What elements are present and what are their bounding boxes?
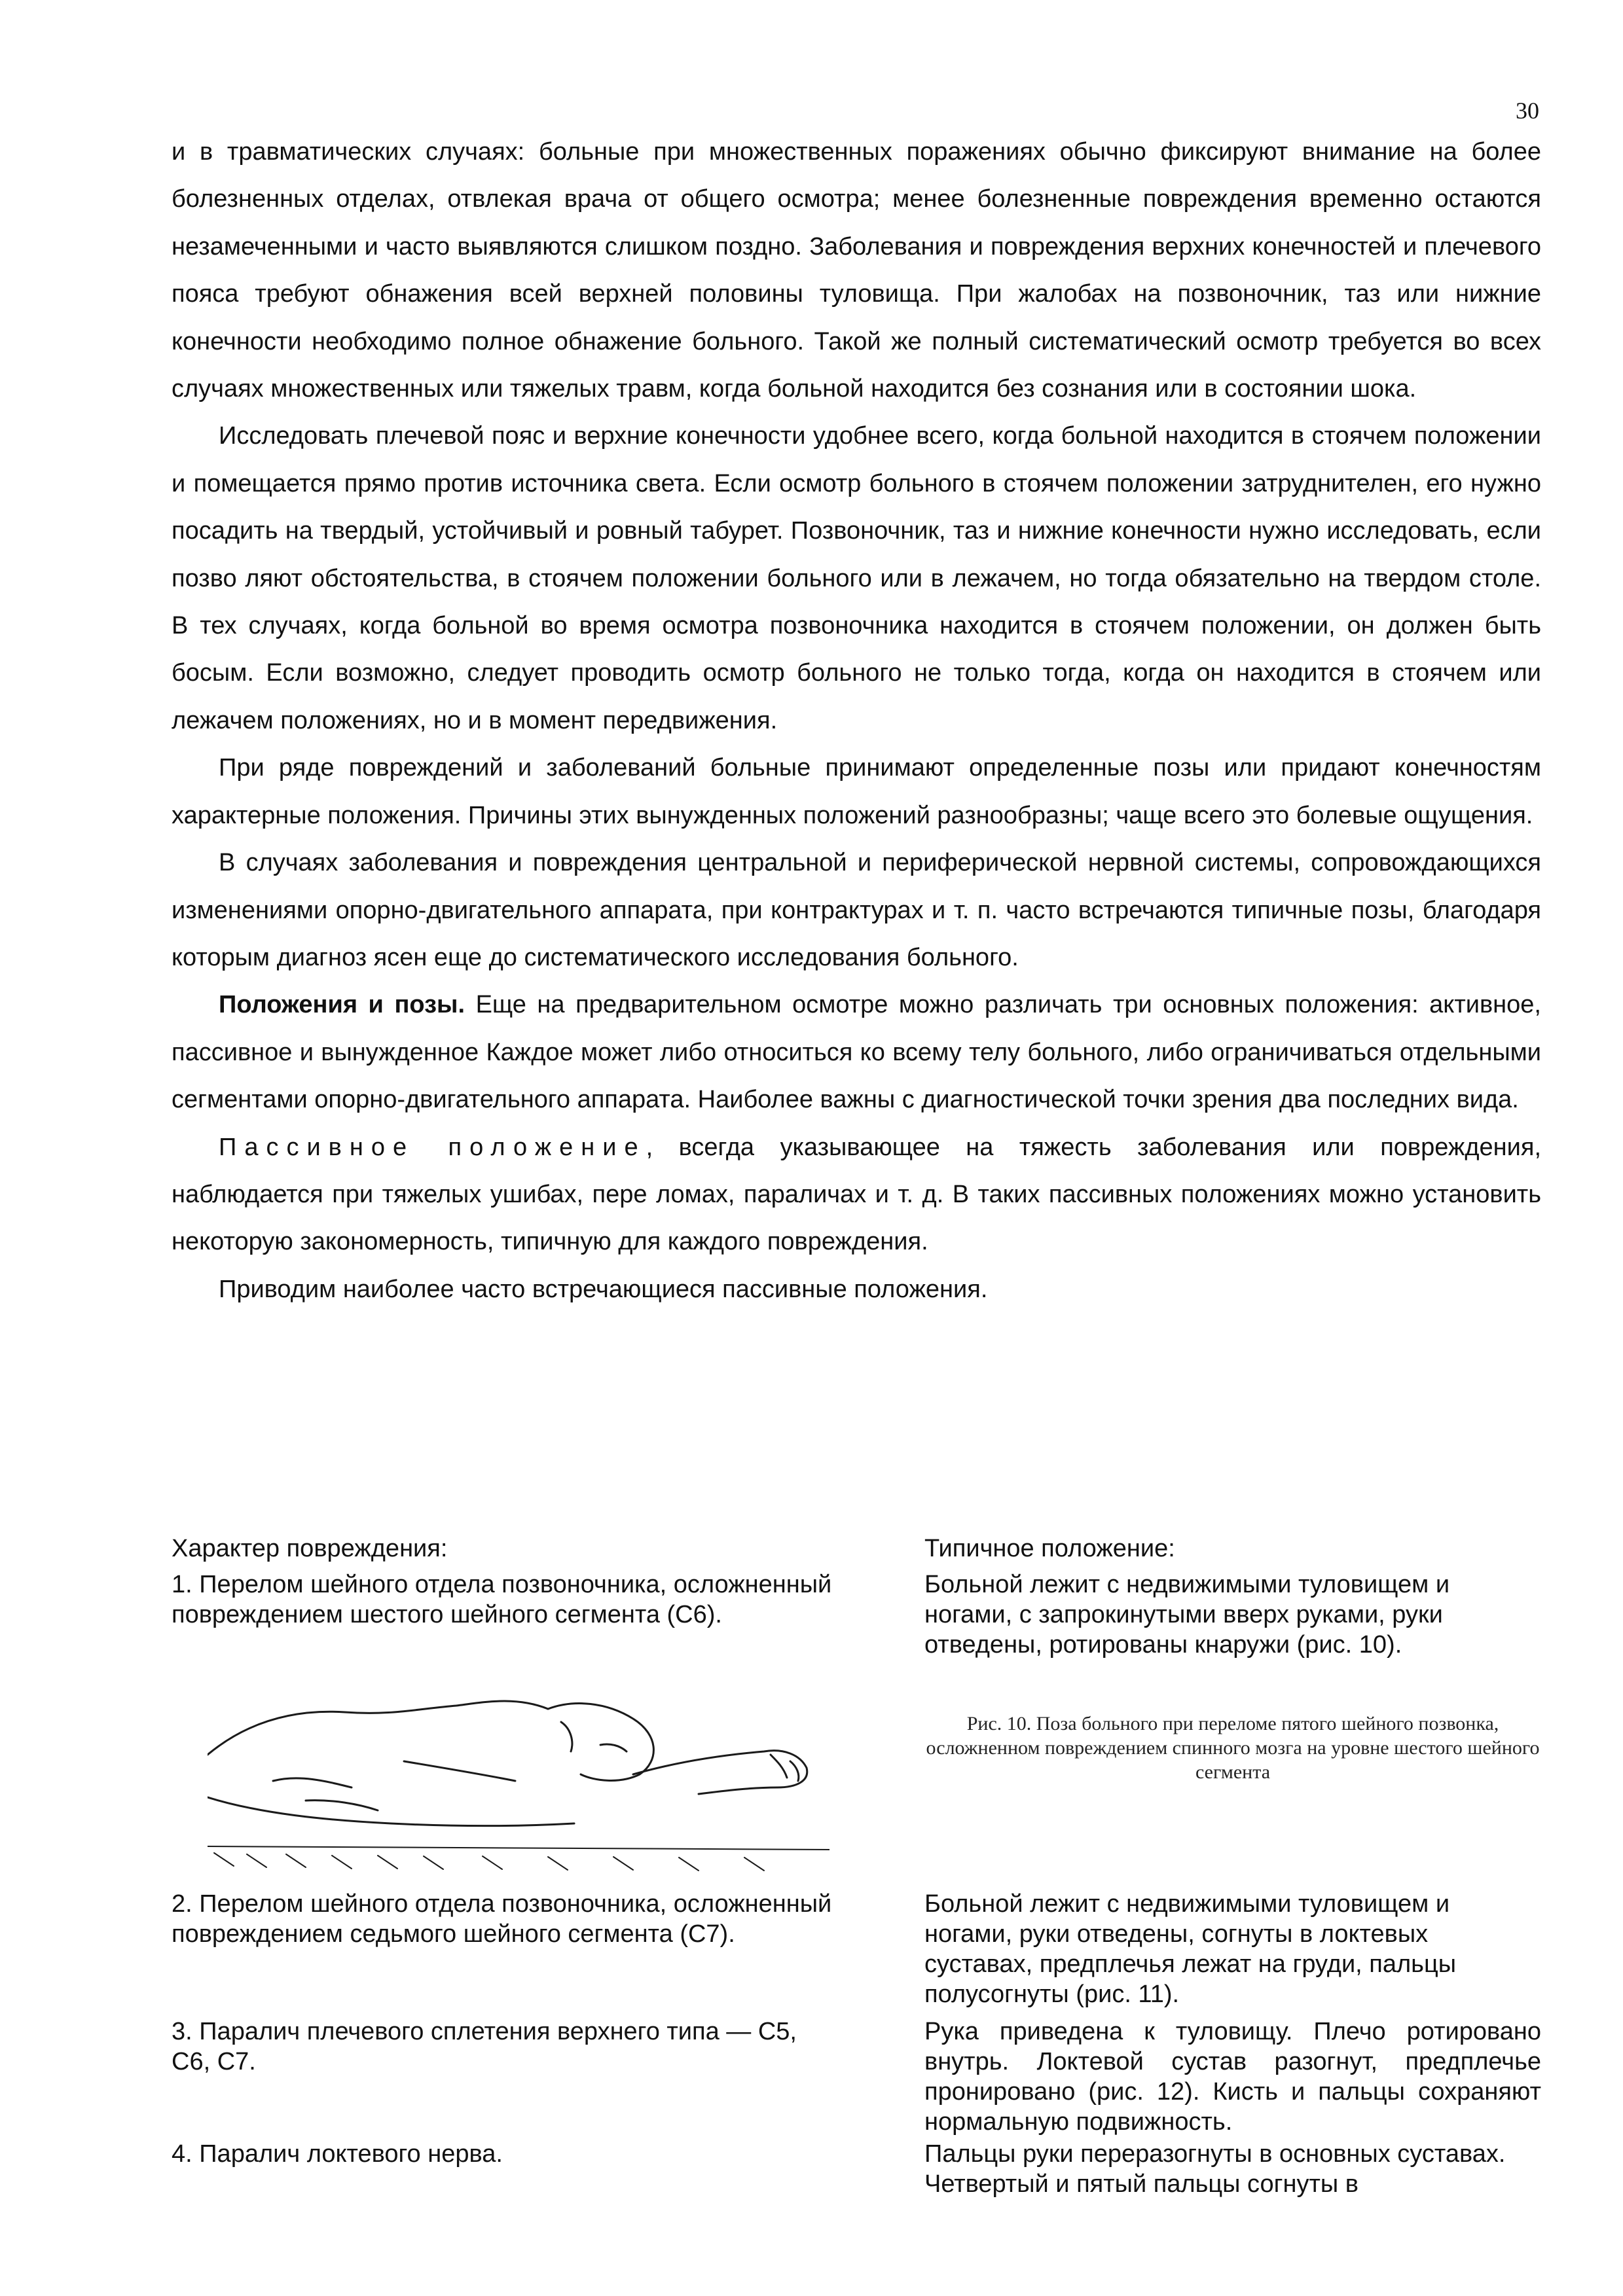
passive-text: , всегда указывающее на тяжесть заболевания или повреждения, наблюдается при тяжелых ушибах, пере ломах, параличах и т. д. В таких пассивных положениях можно установить некоторую закономерность, типичную для каждого повреждения. xyxy=(172,1133,1541,1256)
paragraph-positions xyxy=(172,981,1541,1123)
intro-line: Приводим наиболее часто встречающиеся пассивные положения. xyxy=(219,1275,988,1303)
row-3-position: Рука приведена к туловищу. Плечо ротировано внутрь. Локтевой сустав разогнут, предплечье пронировано (рис. 12). Кисть и пальцы сохраняют нормальную подвижность. xyxy=(924,2018,1541,2136)
page-number: 30 xyxy=(1516,98,1539,124)
positions-heading: Положения и позы. xyxy=(219,991,465,1019)
row-4-injury: 4. Паралич локтевого нерва. xyxy=(172,2140,503,2168)
passive-term: Пассивное положение xyxy=(219,1133,646,1161)
table-header-right: Типичное положение: xyxy=(924,1535,1175,1562)
table-header-left: Характер повреждения: xyxy=(172,1535,448,1562)
row-4-position: Пальцы руки переразогнуты в основных суставах. Четвертый и пятый пальцы согнуты в xyxy=(924,2140,1506,2198)
row-2-position: Больной лежит с недвижимыми туловищем и ногами, руки отведены, согнуты в локтевых суставах, предплечья лежат на груди, пальцы полусогнуты (рис. 11). xyxy=(924,1890,1457,2008)
row-1-injury: 1. Перелом шейного отдела позвоночника, осложненный повреждением шестого шейного сегмента (С6). xyxy=(172,1571,832,1628)
row-2-injury: 2. Перелом шейного отдела позвоночника, осложненный повреждением седьмого шейного сегмента (С7). xyxy=(172,1890,832,1948)
figure-10-caption: Рис. 10. Поза больного при переломе пятого шейного позвонка, осложненном повреждением спинного мозга на уровне шестого шейного сегмента xyxy=(926,1713,1540,1783)
figure-10-patient-illustration xyxy=(208,1683,830,1886)
positions-text: Еще на предварительном осмотре можно различать три основных положения: активное, пассивное и вынужденное Каждое может либо относиться ко всему телу больного, либо ограничиваться отдельными сегментами опорно-двигательного аппарата. Наиболее важны с диагностической точки зрения два последних вида. xyxy=(172,991,1541,1114)
row-1-position: Больной лежит с недвижимыми туловищем и ногами, с запрокинутыми вверх руками, руки отведены, ротированы кнаружи (рис. 10). xyxy=(924,1571,1450,1659)
paragraph-1: и в травматических случаях: больные при множественных поражениях обычно фиксируют внимание на более болезненных отделах, отвлекая врача от общего осмотра; менее болезненные повреждения временно остаются незамеченными и часто выявляются слишком поздно. Заболевания и повреждения верхних конечностей и плечевого пояса требуют обнажения всей верхней половины туловища. При жалобах на позвоночник, таз или нижние конечности необходимо полное обнажение больного. Такой же полный систематический осмотр требуется во всех случаях множественных или тяжелых травм, когда больной находится без сознания или в состоянии шока. xyxy=(172,138,1541,403)
row-3-injury: 3. Паралич плечевого сплетения верхнего типа — С5, С6, С7. xyxy=(172,2018,797,2075)
paragraph-4: В случаях заболевания и повреждения центральной и периферической нервной системы, сопровождающихся изменениями опорно-двигательного аппарата, при контрактурах и т. п. часто встречаются типичные позы, благодаря которым диагноз ясен еще до систематического исследования больного. xyxy=(172,849,1541,971)
paragraph-passive xyxy=(172,1124,1541,1266)
paragraph-3: При ряде повреждений и заболеваний больные принимают определенные позы или придают конечностям характерные положения. Причины этих вынужденных положений разнообразны; чаще всего это болевые ощущения. xyxy=(172,754,1541,829)
paragraph-2: Исследовать плечевой пояс и верхние конечности удобнее всего, когда больной находится в стоячем положении и помещается прямо против источника света. Если осмотр больного в стоячем положении затруднителен, его нужно посадить на твердый, устойчивый и ровный табурет. Позвоночник, таз и нижние конечности нужно исследовать, если позво ляют обстоятельства, в стоячем положении больного или в лежачем, но тогда обязательно на твердом столе. В тех случаях, когда больной во время осмотра позвоночника находится в стоячем положении, он должен быть босым. Если возможно, следует проводить осмотр больного не только тогда, когда он находится в стоячем или лежачем положениях, но и в момент передвижения. xyxy=(172,422,1541,734)
body-text xyxy=(172,128,1541,1313)
